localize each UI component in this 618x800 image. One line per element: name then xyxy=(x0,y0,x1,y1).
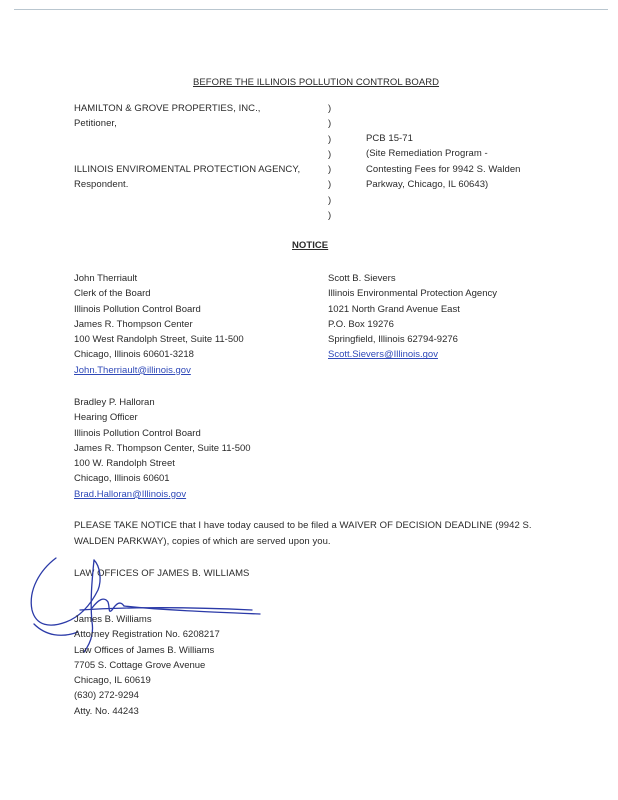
bracket: ) xyxy=(328,210,332,222)
document-heading: BEFORE THE ILLINOIS POLLUTION CONTROL BOARD xyxy=(193,77,440,88)
address-line: Hearing Officer xyxy=(74,412,138,424)
agency-email-link[interactable]: Scott.Sievers@Illinois.gov xyxy=(328,349,438,361)
address-line: Chicago, Illinois 60601 xyxy=(74,473,170,485)
bracket: ) xyxy=(328,148,332,160)
clerk-email-link[interactable]: John.Therriault@illinois.gov xyxy=(74,364,191,376)
registration-number: Attorney Registration No. 6208217 xyxy=(74,629,220,641)
notice-title: NOTICE xyxy=(292,240,329,251)
recipient-hearing-officer xyxy=(74,395,251,502)
address-line: 100 W. Randolph Street xyxy=(74,458,175,470)
address-line: 100 West Randolph Street, Suite 11-500 xyxy=(74,334,244,346)
city-state-zip: Chicago, IL 60619 xyxy=(74,675,151,687)
address-line: Illinois Pollution Control Board xyxy=(74,303,201,315)
petitioner-name: HAMILTON & GROVE PROPERTIES, INC., xyxy=(74,103,261,114)
attorney-name: James B. Williams xyxy=(74,614,152,625)
office-name: Law Offices of James B. Williams xyxy=(74,644,215,656)
address-line: Chicago, Illinois 60601-3218 xyxy=(74,349,194,361)
address-line: Scott B. Sievers xyxy=(328,273,396,284)
address-line: John Therriault xyxy=(74,273,138,284)
address-line: P.O. Box 19276 xyxy=(328,318,394,330)
address-line: Springfield, Illinois 62794-9276 xyxy=(328,334,458,346)
bracket: ) xyxy=(328,194,332,206)
signature-details xyxy=(74,612,220,719)
phone-number: (630) 272-9294 xyxy=(74,690,139,702)
address-line: James R. Thompson Center xyxy=(74,318,193,330)
law-firm-name: LAW OFFICES OF JAMES B. WILLIAMS xyxy=(74,568,250,579)
petitioner-role: Petitioner, xyxy=(74,118,117,129)
bracket: ) xyxy=(328,118,332,130)
case-description-line: (Site Remediation Program - xyxy=(366,148,488,159)
recipient-clerk xyxy=(74,271,244,378)
address-line: Bradley P. Halloran xyxy=(74,397,155,408)
notice-body-line: WALDEN PARKWAY), copies of which are served upon you. xyxy=(74,536,331,547)
street-address: 7705 S. Cottage Grove Avenue xyxy=(74,659,206,671)
address-line: Illinois Pollution Control Board xyxy=(74,427,201,439)
bracket: ) xyxy=(328,164,332,176)
bracket: ) xyxy=(328,133,332,145)
case-description-line: Parkway, Chicago, IL 60643) xyxy=(366,179,489,190)
case-description-line: Contesting Fees for 9942 S. Walden xyxy=(366,164,521,175)
respondent-role: Respondent. xyxy=(74,179,129,190)
address-line: Illinois Environmental Protection Agency xyxy=(328,288,497,300)
bracket: ) xyxy=(328,179,332,191)
respondent-name: ILLINOIS ENVIROMENTAL PROTECTION AGENCY, xyxy=(74,164,301,175)
case-number: PCB 15-71 xyxy=(366,133,413,144)
bracket: ) xyxy=(328,103,332,114)
address-line: James R. Thompson Center, Suite 11-500 xyxy=(74,442,251,454)
notice-body-line: PLEASE TAKE NOTICE that I have today caused to be filed a WAIVER OF DECISION DEADLINE (9942 S. xyxy=(74,520,532,531)
caption-brackets xyxy=(328,101,331,223)
recipient-agency xyxy=(328,271,497,363)
hearing-officer-email-link[interactable]: Brad.Halloran@Illinois.gov xyxy=(74,488,187,500)
attorney-number: Atty. No. 44243 xyxy=(74,705,139,717)
address-line: 1021 North Grand Avenue East xyxy=(328,303,460,315)
page-top-rule xyxy=(14,9,608,10)
address-line: Clerk of the Board xyxy=(74,288,151,300)
